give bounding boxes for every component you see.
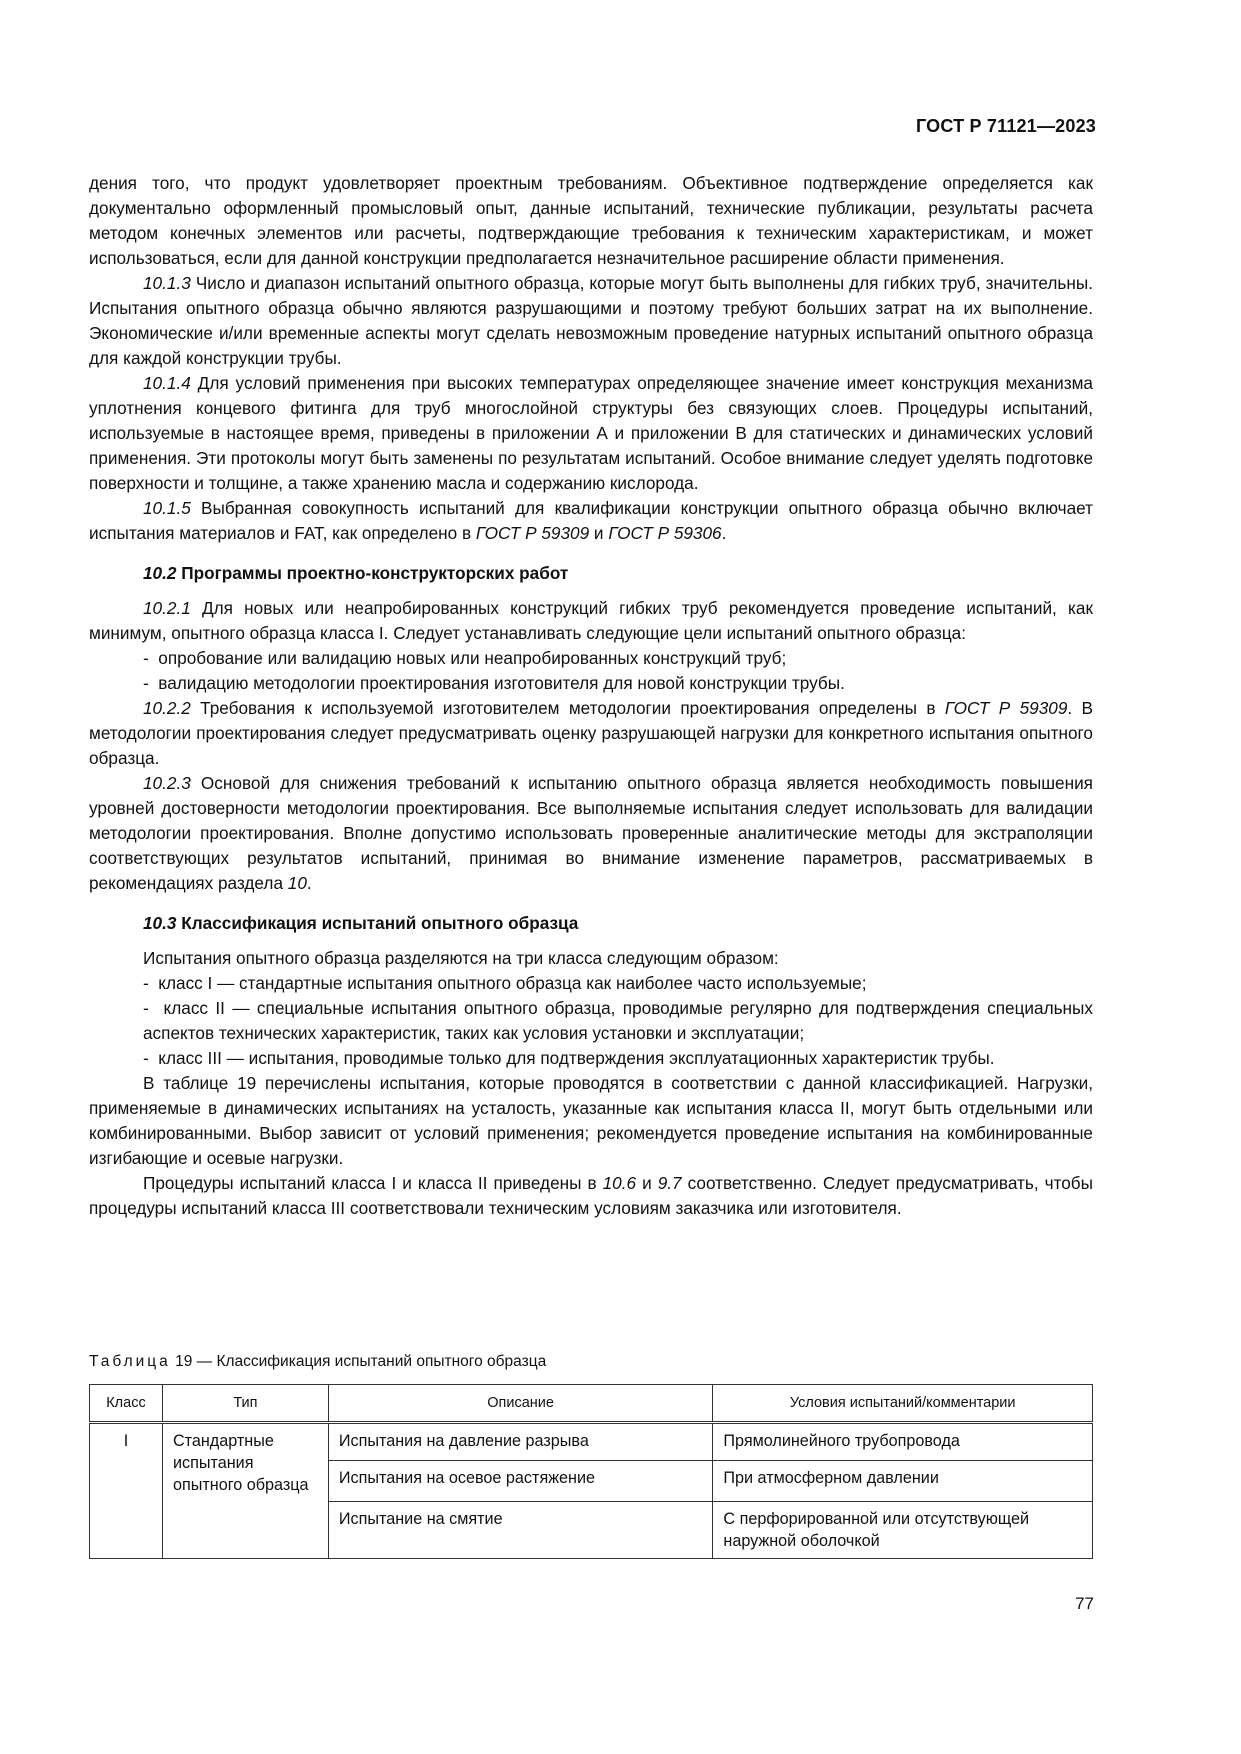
clause-text: соответственно. Следует предусматривать, чтобы процедуры испытаний класса III соответствовали техническим условиям заказчика или изготовителя. xyxy=(89,1173,1094,1218)
caption-word: Таблица xyxy=(89,1353,171,1370)
table-header-row xyxy=(90,1385,1093,1423)
section-heading-10-2 xyxy=(89,561,1093,586)
list-item: - опробование или валидацию новых или неапробированных конструкций труб; xyxy=(143,646,1093,671)
page-number: 77 xyxy=(1075,1594,1094,1613)
list-item: - класс III — испытания, проводимые только для подтверждения эксплуатационных характеристик трубы. xyxy=(143,1046,1093,1071)
clause-text: Число и диапазон испытаний опытного образца, которые могут быть выполнены для гибких труб, значительны. Испытания опытного образца обычно являются разрушающими и поэтому требуют больших затрат на их выполнение. Экономические и/или временные аспекты могут сделать невозможным проведение натурных испытаний опытного образца для каждой конструкции трубы. xyxy=(89,273,1093,368)
paragraph-10-2-2 xyxy=(89,696,1093,771)
section-title: Программы проектно-конструкторских работ xyxy=(176,563,569,583)
paragraph-procedures xyxy=(89,1171,1093,1221)
clause-text: . В методологии проектирования следует предусматривать оценку разрушающей нагрузки для конкретного испытания опытного образца. xyxy=(89,698,1094,768)
paragraph-10-1-4 xyxy=(89,371,1093,496)
clause-text: . xyxy=(306,873,312,893)
standard-reference: ГОСТ Р 59306 xyxy=(608,523,722,543)
clause-text: Процедуры испытаний класса I и класса II приведены в xyxy=(143,1173,603,1193)
table-caption xyxy=(89,1353,546,1371)
document-id: ГОСТ Р 71121—2023 xyxy=(915,116,1096,136)
paragraph-table-description: В таблице 19 перечислены испытания, которые проводятся в соответствии с данной классификацией. Нагрузки, применяемые в динамических испытаниях на усталость, указанные как испытания класса II, могут быть отдельными или комбинированными. Выбор зависит от условий применения; рекомендуется проведение испытания на комбинированные изгибающие и осевые нагрузки. xyxy=(89,1073,1093,1168)
clause-text: и xyxy=(589,523,609,543)
cell-class: I xyxy=(90,1423,163,1559)
list-10-3-classes xyxy=(89,971,1093,1071)
column-header-type: Тип xyxy=(162,1385,328,1423)
column-header-class: Класс xyxy=(90,1385,163,1423)
section-reference: 9.7 xyxy=(657,1173,682,1193)
paragraph-10-2-3 xyxy=(89,771,1093,896)
clause-text: Для условий применения при высоких температурах определяющее значение имеет конструкция механизма уплотнения концевого фитинга для труб многослойной структуры без связующих слоев. Процедуры испытаний, используемые в настоящее время, приведены в приложении А и приложении В для статических и динамических условий применения. Эти протоколы могут быть заменены по результатам испытаний. Особое внимание следует уделять подготовке поверхности и толщине, а также хранению масла и содержанию кислорода. xyxy=(89,373,1093,493)
paragraph-10-2-1 xyxy=(89,596,1093,646)
cell-conditions: При атмосферном давлении xyxy=(713,1461,1093,1502)
classification-table xyxy=(89,1384,1093,1559)
paragraph-10-1-3 xyxy=(89,271,1093,371)
cell-conditions: Прямолинейного трубопровода xyxy=(713,1423,1093,1461)
cell-description: Испытания на давление разрыва xyxy=(328,1423,713,1461)
list-item: - валидацию методологии проектирования изготовителя для новой конструкции трубы. xyxy=(143,671,1093,696)
cell-conditions: С перфорированной или отсутствующей наружной оболочкой xyxy=(713,1502,1093,1559)
list-item: - класс I — стандартные испытания опытного образца как наиболее часто используемые; xyxy=(143,971,1093,996)
table-row xyxy=(90,1423,1093,1461)
section-reference: 10 xyxy=(287,873,307,893)
clause-text: и xyxy=(636,1173,658,1193)
section-heading-10-3 xyxy=(89,911,1093,936)
list-item: - класс II — специальные испытания опытного образца, проводимые регулярно для подтверждения специальных аспектов технических характеристик, таких как условия установки и эксплуатации; xyxy=(143,996,1093,1046)
section-number: 10.2 xyxy=(143,563,177,583)
caption-text: 19 — Классификация испытаний опытного образца xyxy=(170,1353,547,1370)
clause-text: . xyxy=(721,523,727,543)
paragraph-continued: дения того, что продукт удовлетворяет проектным требованиям. Объективное подтверждение определяется как документально оформленный промысловый опыт, данные испытаний, технические публикации, результаты расчета методом конечных элементов или расчеты, подтверждающие требования к техническим характеристикам, и может использоваться, если для данной конструкции предполагается незначительное расширение области применения. xyxy=(89,173,1093,268)
clause-number: 10.2.3 xyxy=(143,773,191,793)
clause-number: 10.1.5 xyxy=(143,498,191,518)
column-header-description: Описание xyxy=(328,1385,713,1423)
standard-reference: ГОСТ Р 59309 xyxy=(944,698,1068,718)
clause-text: Для новых или неапробированных конструкций гибких труб рекомендуется проведение испытаний, как минимум, опытного образца класса I. Следует устанавливать следующие цели испытаний опытного образца: xyxy=(89,598,1093,643)
section-title: Классификация испытаний опытного образца xyxy=(176,913,579,933)
section-reference: 10.6 xyxy=(602,1173,637,1193)
body-text xyxy=(89,171,1093,1221)
cell-description: Испытания на осевое растяжение xyxy=(328,1461,713,1502)
paragraph-10-1-5 xyxy=(89,496,1093,546)
clause-number: 10.1.4 xyxy=(143,373,191,393)
paragraph-10-3-intro: Испытания опытного образца разделяются на три класса следующим образом: xyxy=(143,948,779,968)
cell-type: Стандартные испытания опытного образца xyxy=(162,1423,328,1559)
clause-text: Основой для снижения требований к испытанию опытного образца является необходимость повышения уровней достоверности методологии проектирования. Все выполняемые испытания следует использовать для валидации методологии проектирования. Вполне допустимо использовать проверенные аналитические методы для экстраполяции соответствующих результатов испытаний, принимая во внимание изменение параметров, рассматриваемых в рекомендациях раздела xyxy=(89,773,1093,893)
clause-number: 10.2.1 xyxy=(143,598,191,618)
clause-text: Выбранная совокупность испытаний для квалификации конструкции опытного образца обычно включает испытания материалов и FAT, как определено в xyxy=(89,498,1093,543)
clause-text: Требования к используемой изготовителем методологии проектирования определены в xyxy=(190,698,945,718)
list-10-2-1 xyxy=(89,646,1093,696)
clause-number: 10.2.2 xyxy=(143,698,191,718)
cell-description: Испытание на смятие xyxy=(328,1502,713,1559)
section-number: 10.3 xyxy=(143,913,177,933)
clause-number: 10.1.3 xyxy=(143,273,191,293)
standard-reference: ГОСТ Р 59309 xyxy=(475,523,590,543)
column-header-conditions: Условия испытаний/комментарии xyxy=(713,1385,1093,1423)
